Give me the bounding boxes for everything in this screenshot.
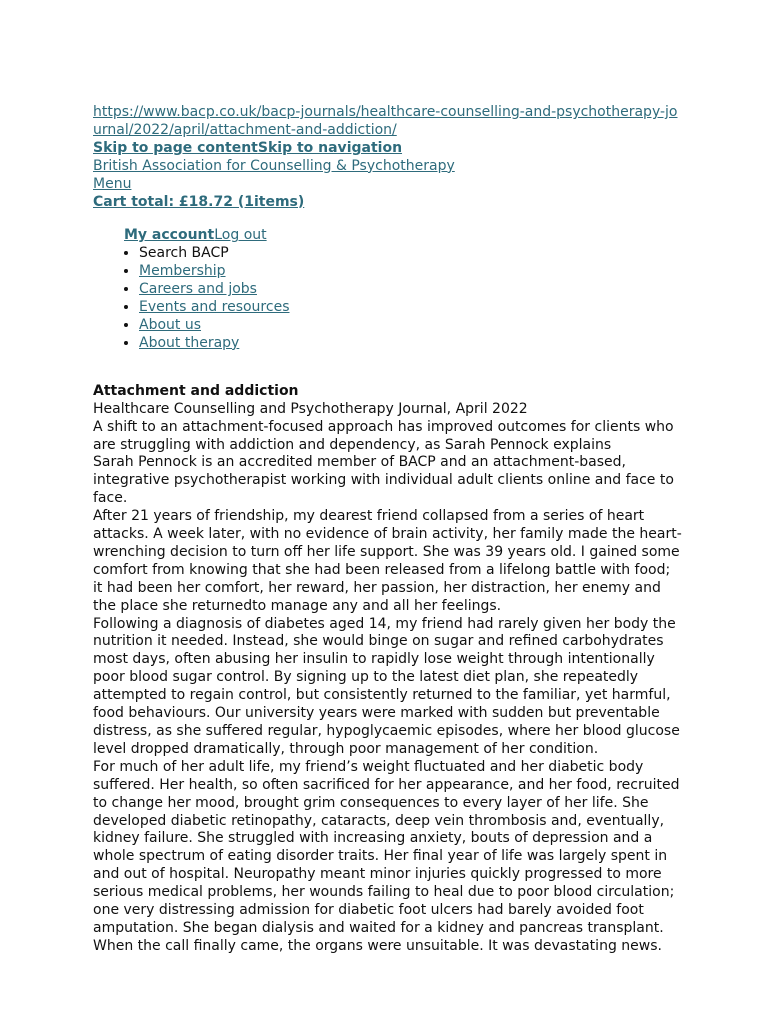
skip-to-content-link[interactable]: Skip to page content	[93, 139, 258, 156]
nav-item-membership	[139, 263, 683, 281]
nav-item-events	[139, 299, 683, 317]
my-account-label: My account	[124, 227, 215, 244]
nav-search-label[interactable]: Search BACP	[139, 245, 229, 262]
spacer	[93, 353, 683, 383]
nav-about-us-link[interactable]: About us	[139, 316, 202, 333]
nav-events-link[interactable]: Events and resources	[139, 299, 290, 316]
menu-link[interactable]: Menu	[93, 175, 132, 192]
article-paragraph: For much of her adult life, my friend’s weight fluctuated and her diabetic body suffered. Her health, so often sacrificed for her appearance, and her food, recruited to change her mood, brought grim consequences to every layer of her life. She developed diabetic retinopathy, cataracts, deep vein thrombosis and, eventually, kidney failure. She struggled with increasing anxiety, bouts of depression and a whole spectrum of eating disorder traits. Her final year of life was largely spent in and out of hospital. Neuropathy meant minor injuries quickly progressed to more serious medical problems, her wounds failing to heal due to poor blood circulation; one very distressing admission for diabetic foot ulcers had barely avoided foot amputation. She began dialysis and waited for a kidney and pancreas transplant. When the call finally came, the organs were unsuitable. It was devastating news.	[93, 758, 680, 954]
article-paragraph: After 21 years of friendship, my dearest friend collapsed from a series of heart attacks. A week later, with no evidence of brain activity, her family made the heart-wrenching decision to turn off her life support. She was 39 years old. I gained some comfort from knowing that she had been released from a lifelong battle with food; it had been her comfort, her reward, her passion, her distraction, her enemy and the place she returnedto manage any and all her feelings.	[93, 508, 682, 614]
my-account-link[interactable]	[93, 227, 214, 243]
main-navigation	[93, 245, 683, 352]
account-row	[93, 227, 683, 245]
cart-total-link[interactable]: Cart total: £18.72 (1items)	[93, 193, 305, 210]
nav-about-therapy-link[interactable]: About therapy	[139, 334, 240, 351]
page-content	[93, 104, 683, 956]
journal-name: Healthcare Counselling and Psychotherapy Journal, April 2022	[93, 400, 528, 417]
nav-careers-link[interactable]: Careers and jobs	[139, 281, 257, 298]
nav-item-careers	[139, 281, 683, 299]
nav-item-search[interactable]	[139, 245, 683, 263]
article-standfirst: A shift to an attachment-focused approach has improved outcomes for clients who are struggling with addiction and dependency, as Sarah Pennock explains	[93, 418, 674, 453]
author-bio: Sarah Pennock is an accredited member of BACP and an attachment-based, integrative psychotherapist working with individual adult clients online and face to face.	[93, 454, 674, 507]
article-paragraph: Following a diagnosis of diabetes aged 14, my friend had rarely given her body the nutrition it needed. Instead, she would binge on sugar and refined carbohydrates most days, often abusing her insulin to rapidly lose weight through intentionally poor blood sugar control. By signing up to the latest diet plan, she repeatedly attempted to regain control, but consistently returned to the familiar, yet harmful, food behaviours. Our university years were marked with sudden but preventable distress, as she suffered regular, hypoglycaemic episodes, where her blood glucose level dropped dramatically, through poor management of her condition.	[93, 615, 680, 757]
skip-to-navigation-link[interactable]: Skip to navigation	[257, 139, 403, 156]
page-url-link[interactable]: https://www.bacp.co.uk/bacp-journals/healthcare-counselling-and-psychotherapy-journal/2022/april/attachment-and-addiction/	[93, 104, 678, 138]
organisation-home-link[interactable]: British Association for Counselling & Psychotherapy	[93, 157, 455, 174]
article-title: Attachment and addiction	[93, 382, 299, 399]
nav-item-about-us	[139, 317, 683, 335]
spacer	[93, 211, 683, 227]
log-out-link[interactable]: Log out	[214, 227, 267, 244]
nav-membership-link[interactable]: Membership	[139, 263, 226, 280]
article	[93, 383, 683, 956]
nav-item-about-therapy	[139, 335, 683, 353]
